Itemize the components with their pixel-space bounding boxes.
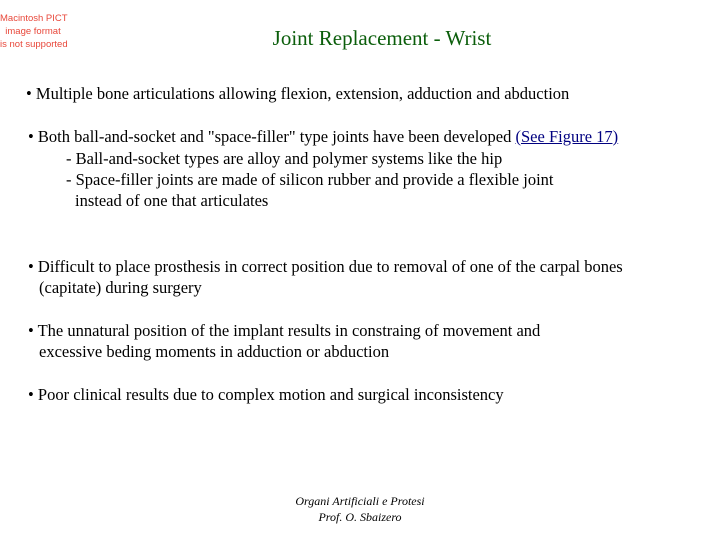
- bullet-unnatural-position: • The unnatural position of the implant results in constraing of movement and: [28, 321, 541, 340]
- placeholder-line: is not supported: [0, 39, 68, 50]
- footer-author: Prof. O. Sbaizero: [318, 510, 402, 524]
- bullet-placement: • Difficult to place prosthesis in correct position due to removal of one of the carpal bones: [28, 257, 623, 276]
- sub-item-ball-socket: - Ball-and-socket types are alloy and polymer systems like the hip: [66, 149, 503, 168]
- placeholder-line: Macintosh PICT: [0, 13, 68, 24]
- placeholder-line: image format: [5, 26, 61, 37]
- bullet-clinical-results: • Poor clinical results due to complex motion and surgical inconsistency: [28, 385, 504, 404]
- bullet-joint-types-text: • Both ball-and-socket and "space-filler" type joints have been developed: [28, 127, 516, 146]
- sub-item-space-filler: - Space-filler joints are made of silicon rubber and provide a flexible joint: [66, 170, 554, 189]
- bullet-unnatural-position-cont: excessive beding moments in adduction or abduction: [39, 342, 390, 361]
- bullet-joint-types: [28, 126, 618, 147]
- bullet-articulations: • Multiple bone articulations allowing flexion, extension, adduction and abduction: [26, 84, 570, 103]
- footer-course: Organi Artificiali e Protesi: [295, 494, 425, 508]
- footer: [0, 493, 720, 525]
- bullet-placement-cont: (capitate) during surgery: [39, 278, 202, 297]
- slide-title: Joint Replacement - Wrist: [272, 26, 492, 50]
- sub-item-space-filler-cont: instead of one that articulates: [75, 191, 269, 210]
- figure-17-link[interactable]: (See Figure 17): [515, 127, 619, 146]
